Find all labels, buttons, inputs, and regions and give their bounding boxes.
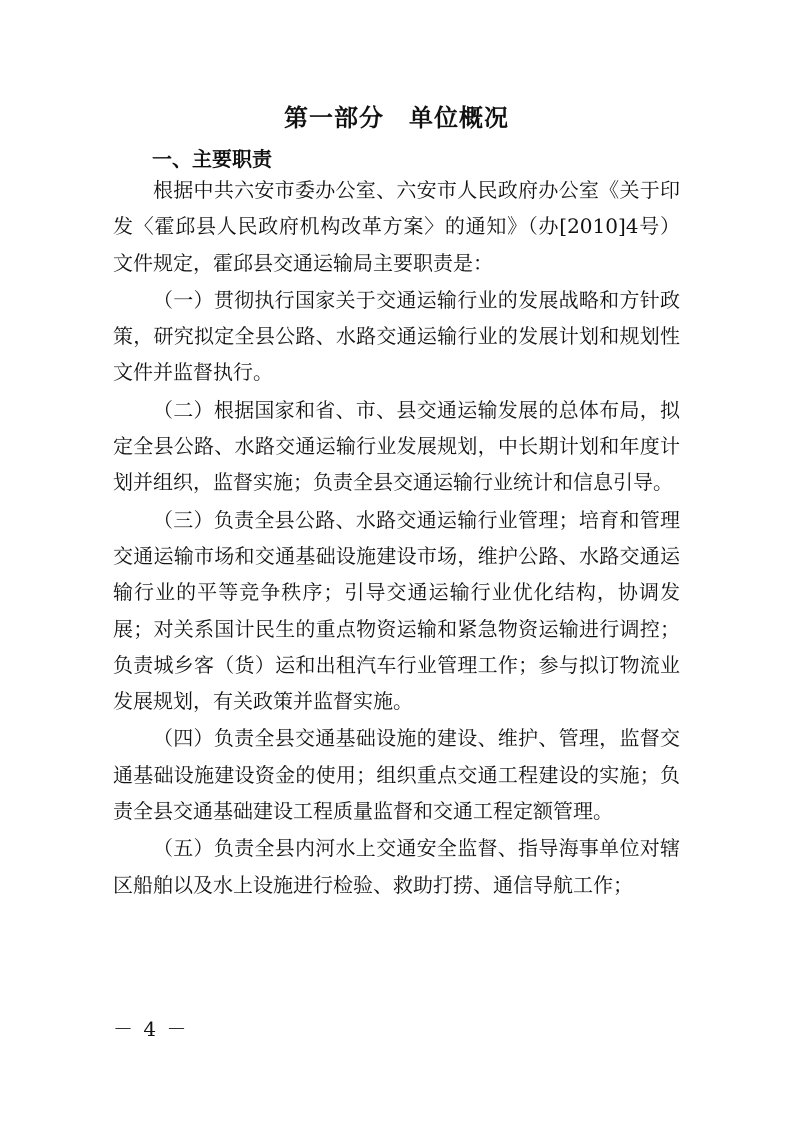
paragraph-duty-1: （一）贯彻执行国家关于交通运输行业的发展战略和方针政策，研究拟定全县公路、水路交通运输行业的发展计划和规划性文件并监督执行。 — [113, 287, 680, 385]
page-number: － 4 － — [113, 1017, 189, 1041]
paragraph-duty-5: （五）负责全县内河水上交通安全监督、指导海事单位对辖区船舶以及水上设施进行检验、救助打捞、通信导航工作； — [113, 836, 680, 897]
section-heading: 一、主要职责 — [152, 147, 272, 171]
paragraph-duty-3: （三）负责全县公路、水路交通运输行业管理；培育和管理交通运输市场和交通基础设施建设市场，维护公路、水路交通运输行业的平等竞争秩序；引导交通运输行业优化结构，协调发展；对关系国计民生的重点物资运输和紧急物资运输进行调控；负责城乡客（货）运和出租汽车行业管理工作；参与拟订物流业发展规划，有关政策并监督实施。 — [113, 507, 680, 714]
paragraph-duty-2: （二）根据国家和省、市、县交通运输发展的总体布局，拟定全县公路、水路交通运输行业发展规划，中长期计划和年度计划并组织，监督实施；负责全县交通运输行业统计和信息引导。 — [113, 397, 680, 495]
paragraph-duty-4: （四）负责全县交通基础设施的建设、维护、管理，监督交通基础设施建设资金的使用；组织重点交通工程建设的实施；负责全县交通基础建设工程质量监督和交通工程定额管理。 — [113, 726, 680, 824]
paragraph-intro: 根据中共六安市委办公室、六安市人民政府办公室《关于印发〈霍邱县人民政府机构改革方案〉的通知》（办[2010]4号）文件规定，霍邱县交通运输局主要职责是： — [113, 178, 680, 275]
page-title: 第一部分 单位概况 — [284, 104, 509, 132]
body-text — [113, 172, 680, 903]
